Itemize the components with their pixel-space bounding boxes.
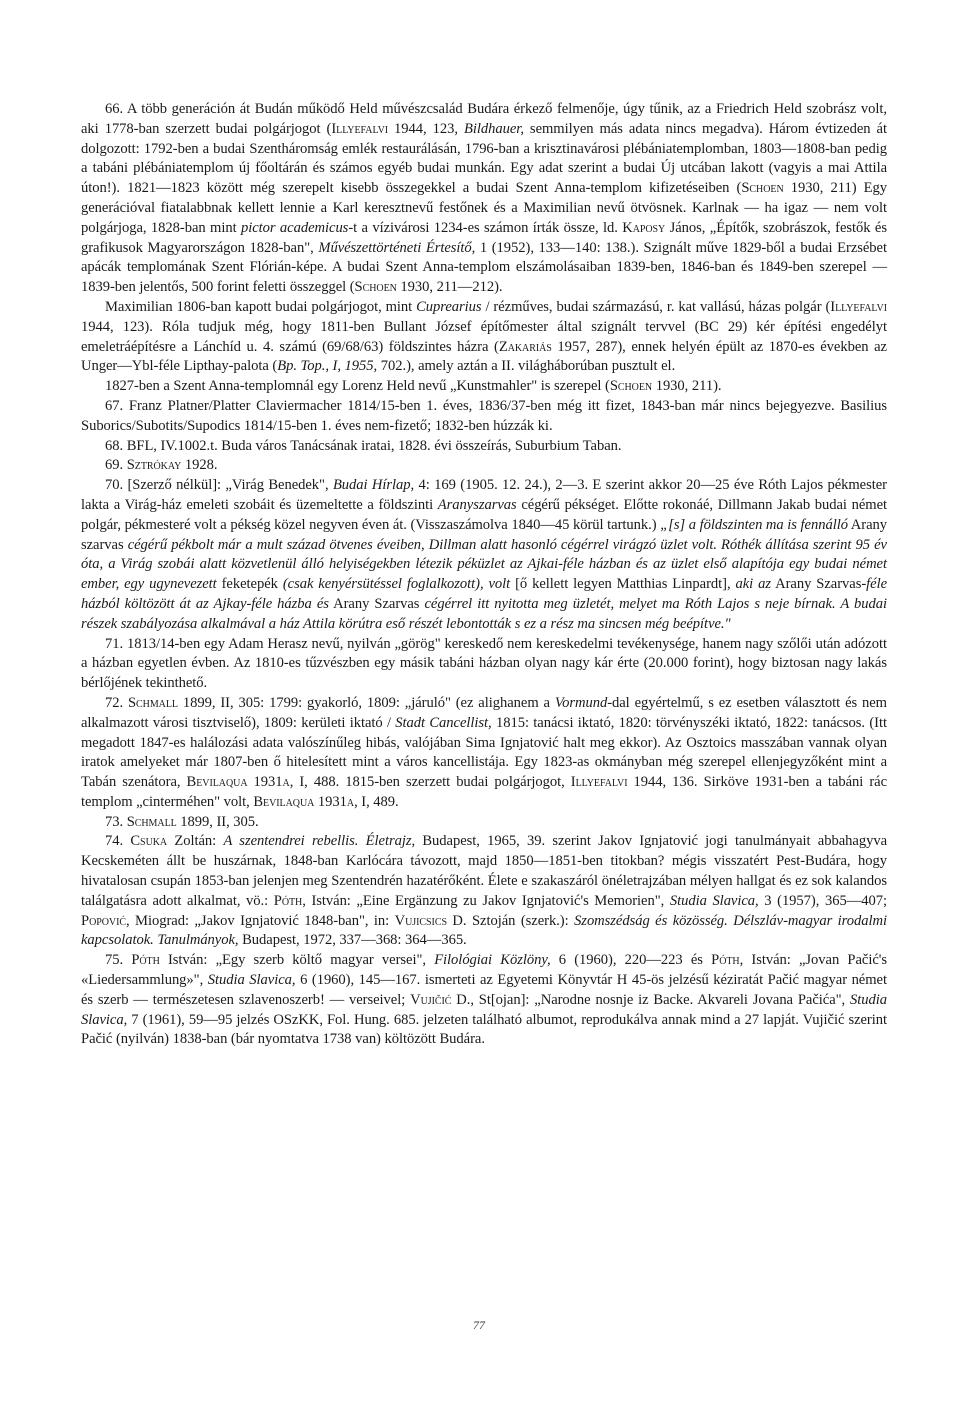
italic-run: Bildhauer, [464,120,524,137]
text-run: Budapest, 1972, 337—368: 364—365. [238,932,467,949]
italic-run: cégérrel itt nyitotta meg üzletét, melyet ma Róth Lajos s neje bírnak. A budai részek szabályozása alkalmával a ház Attila körútra eső részét lebontották s ez a rész ma sincsen még beépítve." [81,595,887,632]
text-run: Arany szarvas [81,516,888,553]
author-name: Schoen [354,279,397,296]
text-run: 702.), amely aztán a II. világháborúban pusztult el. [377,358,676,375]
footnote-67 [81,397,887,437]
footnote-70 [81,476,887,634]
text-run: Zoltán: [167,833,224,850]
author-name: Popović [81,912,126,929]
text-run: 1815: tanácsi iktató, 1820: törvényszéki iktató, 1822: tanácsos. (Itt megadott 1847-es halálozási adata valószínűleg hibás, valójában Sima Ignjatović halt meg ekkor). Az Osztoics masszában vannak olyan iratok amelyeket már 1807-ben ő hitelesített mint a város kancellistája. Egy 1823-as okmányban még szerepel ellenjegyzőként mint a Tabán szenátora, [81,714,887,791]
text-run: , I, 489. [354,793,399,810]
text-run: 1899, II, 305. [176,813,259,830]
text-run: 70. [Szerző nélkül]: „Virág Benedek", [105,477,333,494]
italic-run: aki az [735,576,771,593]
text-run: 67. Franz Platner/Platter Claviermacher 1814/15-ben 1. éves, 1836/37-ben még itt fizet, 1843-ban már nincs bejegyezve. Basilius Suborics/Subotits/Supodics 1814/15-ben 1. éves nem-fizető; 1832-ben húzzák ki. [81,397,887,434]
text-run: semmilyen más adata nincs megadva). Három évtizeden át dolgozott: 1792-ben a budai Szentháromság emlék restaurálásán, 1796-ban a krisztinavárosi plébániatemplomban, 1803—1808-ban pedig a tabáni plébániatemplom új főoltárán és számos egyéb budai munkán. Egy adat szerint a budai Új utcában lakott (vagyis a mai Attila úton!). 1821—1823 között még szerepelt kisebb összegekkel a budai Szent Anna-templom kifizetéseiben ( [81,120,887,197]
text-run: 75. [105,952,132,969]
italic-run: „[s] a földszinten ma is fennálló [660,516,848,533]
author-name: Bevilaqua [186,774,248,791]
author-name: Illyefalvi [830,298,887,315]
italic-run: Cuprearius [416,298,482,315]
text-run: , István: „Jovan Pačić's «Liedersammlung»", [81,952,887,989]
text-run: 66. A több generáción át Budán működő Held művészcsalád Budára érkező felmenője, úgy tűnik, az a Friedrich Held szobrász volt, aki 1778-ban szerzett budai polgárjogot ( [81,101,887,137]
text-run: Arany Szarvas [771,576,862,593]
italic-run: Szomszédság és közösség. Délszláv-magyar irodalmi kapcsolatok. Tanulmányok, [81,912,887,949]
text-run: 6 (1960), 220—223 és [550,952,712,969]
text-run: 1944, 123). Róla tudjuk még, hogy 1811-ben Bullant József építőmester által szignált tervvel (BC 29) kér építési engedélyt emeletráépítésre a Lánchíd u. 4. számú (69/68/63) földszintes házra ( [81,318,887,355]
text-run: D., St[ojan]: „Narodne nosnje iz Backe. Akvareli Jovana Pačića", [451,991,850,1008]
text-run: 71. 1813/14-ben egy Adam Herasz nevű, nyilván „görög" kereskedő nem kereskedelmi tevékenysége, hanem nagy szőlői után adózott a házban egyetlen évben. Az 1810-es tűzvészben egy másik tabáni házban olyan nagy kár érte (20.000 forint), hogy biztosan nagy lakás bérlőjének tekinthető. [81,635,887,692]
text-run: 73. [105,813,127,830]
text-run: 1930, 211—212). [396,279,503,296]
footnote-72 [81,694,887,813]
footnote-74 [81,832,887,951]
italic-run: Stadt Cancellist, [395,714,492,731]
text-run: 69. [105,457,127,474]
text-run: / rézműves, budai származású, r. kat vallású, házas polgár ( [481,298,831,315]
text-run: 1931 [314,793,347,810]
footnote-66c [81,377,887,397]
footnote-66 [81,100,887,298]
author-name: Illyefalvi [570,774,628,791]
text-run: István: „Egy szerb költő magyar versei", [159,952,435,969]
text-run: , I, 488. 1815-ben szerzett budai polgárjogot, [289,774,571,791]
italic-run: Studia Slavica, [207,972,296,989]
italic-run: Művészettörténeti Értesítő, [318,239,476,256]
text-run: Arany Szarvas [328,595,425,612]
author-name: a [282,774,290,791]
author-name: Schmall [127,694,178,711]
footnote-66b [81,298,887,377]
text-run: feketepék [216,576,283,593]
italic-run: cégérű pékbolt már a mult század ötvenes éveiben, Dillman alatt hasonló cégérrel virágzó üzlet volt. Róthék állítása szerint 95 év óta, a Virág szobái alatt közvetlenül álló helyiségekben létezik péküzlet az Ajkai-féle házban és az üzlet első alapítója egy budai német ember, egy ugynevezett [81,536,887,593]
text-run: , Miograd: „Jakov Ignjatović 1848-ban", in: [126,912,395,929]
text-run: 6 (1960), 145—167. ismerteti az Egyetemi Könyvtár H 45-ös jelzésű kéziratát Pačić magyar német és szerb — természetesen szlavenoszerb! — verseivel; [81,972,887,1008]
italic-run: Studia Slavica, [81,991,887,1028]
author-name: Póth [273,892,303,909]
text-run: 3 (1957), 365—407; [758,892,887,909]
author-name: Schmall [126,813,177,830]
text-run: 72. [105,694,128,711]
text-run: D. Sztoján (szerk.): [446,912,575,929]
text-run: János, „Építők, szobrászok, festők és grafikusok Magyarországon 1828-ban", [81,219,887,256]
italic-run: A szentendrei rebellis. Életrajz, [223,833,416,850]
author-name: Vujičić [410,991,452,1008]
text-run: , István: „Eine Ergänzung zu Jakov Ignjatović's Memorien", [302,892,670,909]
text-run: [ő kellett legyen Matthias Linpardt], [510,576,736,593]
footnote-73 [81,813,887,833]
italic-run: Filológiai Közlöny, [434,952,551,969]
text-run: 74. [105,833,131,850]
text-run: 4: 169 (1905. 12. 24.), 2—3. E szerint akkor 20—25 éve Róth Lajos pékmester lakta a Virág-ház emeleti szobáit és üzemeltette a földszinti [81,477,887,513]
author-name: a [346,793,355,810]
text-run: 1931 [247,774,283,791]
italic-run: pictor academicus [240,219,349,236]
italic-run: Aranyszarvas [437,496,517,513]
text-run: 1930, 211) Egy generációval fiatalabbnak kellett lennie a Karl keresztnevű festőnek és a Maximilian nevű ötvösnek. Karlnak — ha igaz — nem volt polgárjoga, 1828-ban mint [81,180,887,236]
footnote-75 [81,951,887,1050]
footnote-71 [81,635,887,694]
author-name: Póth [711,952,740,969]
footnotes-body [81,100,887,1050]
italic-run: Budai Hírlap, [332,477,415,494]
author-name: Zakariás [498,338,552,355]
author-name: Vujicsics [394,912,447,929]
author-name: Bevilaqua [253,793,315,810]
text-run: Maximilian 1806-ban kapott budai polgárjogot, mint [105,298,417,315]
text-run: Budapest, 1965, 39. szerint Jakov Ignjatović jogi tanulmányait abbahagyva Kecskeméten állt be huszárnak, 1848-ban Karlócára távozott, majd 1850—1851-ben titokban? mégis visszatért Pest-Budára, hogy hivatalosan csupán 1853-ban jelenjen meg Szentendrén hazatérőként. Élete e szakaszáról önéletrajzában mélyen hallgat és ez sok kalandos találgatásra adott alkalmat, vö.: [81,833,887,909]
text-run: 1827-ben a Szent Anna-templomnál egy Lorenz Held nevű „Kunstmahler" is szerepel ( [105,378,610,395]
text-run: 1 (1952), 133—140: 138.). Szignált műve 1829-ből a budai Erzsébet apácák templomának Szent Flórián-képe. A budai Szent Anna-templom elszámolásaiban 1839-ben, 1846-ban és 1849-ben szerepel — 1839-ben jelentős, 500 forint feletti összeggel ( [81,239,887,296]
italic-run: Vormund [554,694,608,711]
author-name: Póth [131,952,160,969]
author-name: Csuka [130,833,168,850]
footnote-69 [81,456,887,476]
text-run: 1930, 211). [652,378,722,395]
text-run: 1944, 123, [388,120,465,137]
text-run: -t a vízivárosi 1234-es számon írták össze, ld. [348,219,623,236]
italic-run: (csak kenyérsütéssel foglalkozott), volt [282,576,511,593]
text-run: cégérű pékséget. Előtte rokonáé, Dillmann Jakab budai német polgár, pékmesteré volt a pékség közel negyven éven át. (Visszaszámolva 1840—45 körül tartunk.) [81,496,888,533]
text-run: 1928. [181,457,218,474]
author-name: Schoen [609,378,653,395]
footnote-68 [81,437,887,457]
text-run: 1899, II, 305: 1799: gyakorló, 1809: „járuló" (ez alighanem a [177,694,555,711]
italic-run: -féle házból költözött át az Ajkay-féle házba és [81,576,888,612]
author-name: Sztrókay [126,457,182,474]
text-run: 7 (1961), 59—95 jelzés OSzKK, Fol. Hung. 685. jelzeten található albumot, reprodukálva annak mind a 27 lapját. Vujičić szerint Pačić (nyilván) 1838-ban (bár nyomtatva 1738 van) költözött Budára. [81,1011,887,1048]
text-run: 68. BFL, IV.1002.t. Buda város Tanácsának iratai, 1828. évi összeírás, Suburbium Taban. [105,437,622,454]
italic-run: Studia Slavica, [669,892,759,909]
page-number: 77 [473,1318,485,1332]
text-run: 1957, 287), ennek helyén épült az 1870-es években az Unger—Ybl-féle Lipthay-palota ( [81,338,887,375]
text-run: 1944, 136. Sirköve 1931-ben a tabáni rác templom „cinterméhen" volt, [81,774,887,810]
text-run: -dal egyértelmű, s ez esetben választott és nem alkalmazott városi tisztviselő), 1809: kerületi iktató / [81,694,887,731]
author-name: Illyefalvi [331,120,389,137]
author-name: Schoen [741,180,784,197]
italic-run: Bp. Top., I, 1955, [277,358,378,375]
author-name: Kaposy [622,219,666,236]
